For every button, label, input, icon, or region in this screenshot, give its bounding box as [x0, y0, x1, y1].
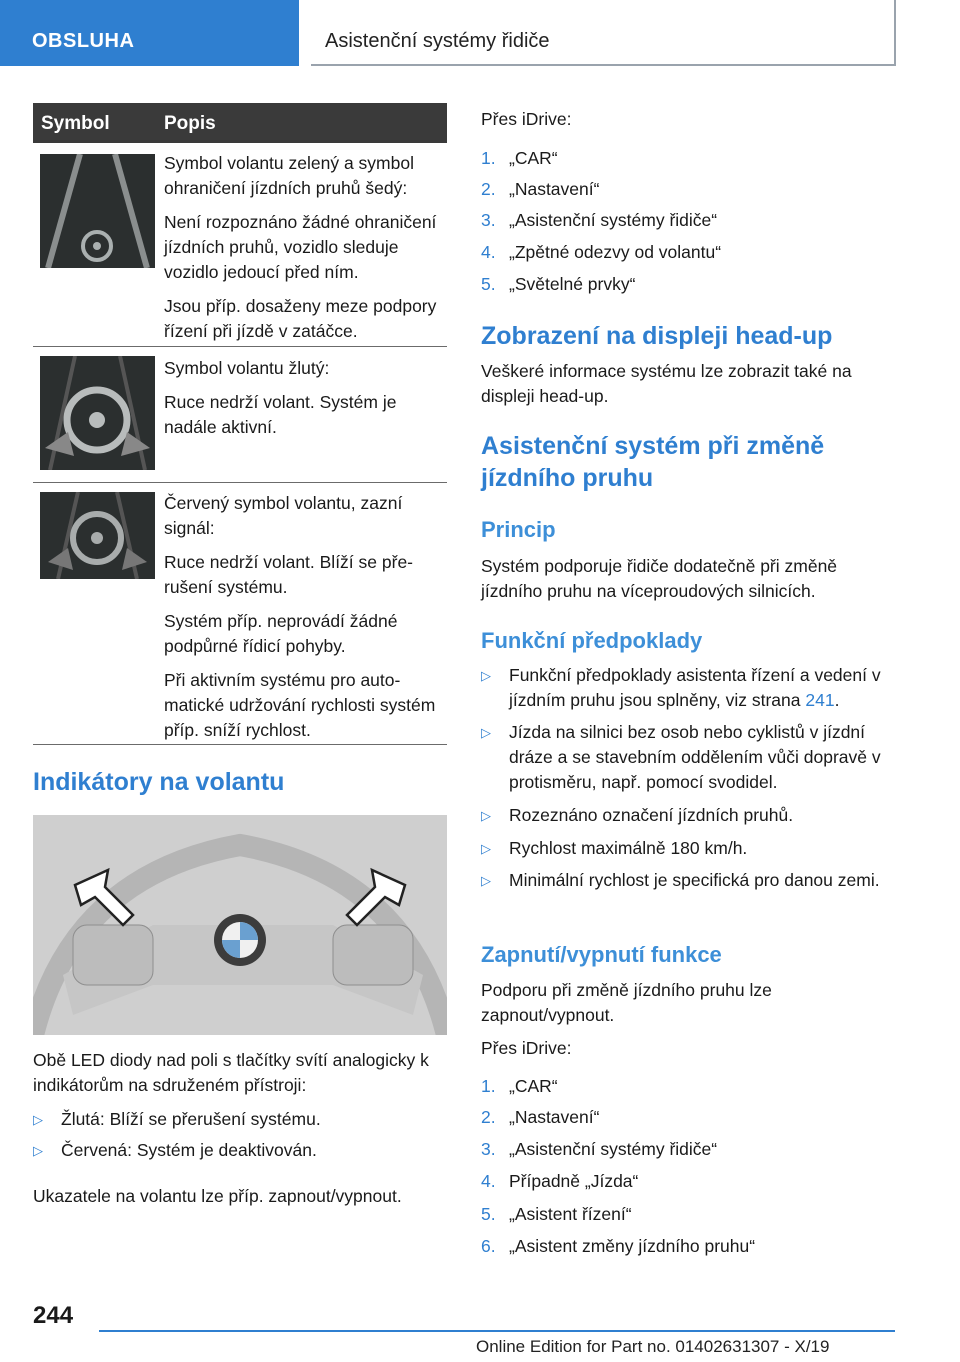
steering-wheel-green-lane-grey-icon — [40, 154, 155, 268]
list-item-text: Červená: Systém je deaktivován. — [61, 1140, 317, 1160]
table-row — [33, 347, 447, 483]
row-description — [164, 151, 447, 353]
list-item — [33, 1107, 453, 1132]
principle-paragraph: Systém podporuje řidiče dodatečně při změně jízdního pruhu na víceproudových silnicích. — [481, 556, 838, 601]
list-item: ▷ Funkční předpoklady asistenta řízení a vedení v jízdním pruhu jsou splněny, viz strana 241. — [481, 665, 881, 710]
table-header-description: Popis — [164, 113, 216, 134]
idrive-intro: Přes iDrive: — [481, 109, 572, 129]
triangle-bullet-icon: ▷ — [481, 841, 491, 856]
steering-wheel-photo-with-arrows — [33, 815, 447, 1035]
row-text: Symbol volantu zelený a symbol ohraničení jízdních pruhů šedý: — [164, 153, 414, 198]
triangle-bullet-icon: ▷ — [481, 725, 491, 740]
list-item-text: Rychlost maximálně 180 km/h. — [509, 838, 748, 858]
section-tab — [0, 0, 299, 66]
page-number: 244 — [33, 1302, 74, 1329]
row-text: Symbol volantu žlutý: — [164, 358, 330, 378]
row-text: Systém příp. neprovádí žádné podpůrné řídicí pohyby. — [164, 611, 398, 656]
row-description — [164, 356, 447, 449]
idrive-intro-2: Přes iDrive: — [481, 1038, 572, 1058]
on-off-paragraph: Podporu při změně jízdního pruhu lze zapnout/vypnout. — [481, 980, 772, 1025]
subheading-principle: Princip — [481, 517, 556, 542]
section-heading-head-up: Zobrazení na displeji head-up — [481, 322, 833, 350]
triangle-bullet-icon: ▷ — [481, 668, 491, 683]
triangle-bullet-icon: ▷ — [33, 1143, 43, 1158]
chapter-header — [311, 0, 896, 66]
list-item-text: Funkční předpoklady asistenta řízení a vedení v jízdním pruhu jsou splněny, viz strana — [509, 665, 881, 710]
row-text: Jsou příp. dosaženy meze podpory řízení při jízdě v zatáčce. — [164, 296, 437, 341]
section-heading-wheel-indicators: Indikátory na volantu — [33, 768, 285, 796]
row-text: Ruce nedrží volant. Blíží se přerušení systému. — [164, 552, 413, 597]
row-text: Červený symbol volantu, zazní signál: — [164, 493, 403, 538]
row-text: Ruce nedrží volant. Systém je nadále aktivní. — [164, 392, 397, 437]
table-row — [33, 483, 447, 745]
subheading-requirements: Funkční předpoklady — [481, 628, 703, 653]
head-up-paragraph: Veškeré informace systému lze zobrazit také na displeji head-up. — [481, 361, 852, 406]
subheading-on-off: Zapnutí/vypnutí funkce — [481, 942, 722, 967]
table-header-symbol: Symbol — [41, 113, 110, 134]
list-item-text: Jízda na silnici bez osob nebo cyklistů v jízdní dráze a se stavebním oddělením vůči dopravě v protisměru, např. pomocí svodidel. — [509, 722, 881, 792]
footer-divider — [99, 1330, 895, 1332]
row-description — [164, 491, 447, 752]
list-item — [481, 720, 901, 795]
footer-edition: Online Edition for Part no. 01402631307 - X/19 — [476, 1337, 830, 1356]
list-item — [33, 1138, 453, 1163]
section-title: OBSLUHA — [32, 30, 135, 52]
section-heading-lane-change: Asistenční systém při změně jízdního pruhu — [481, 432, 825, 492]
table-header — [33, 103, 447, 143]
list-item — [481, 836, 901, 861]
list-item-text: Minimální rychlost je specifická pro danou zemi. — [509, 870, 880, 890]
steering-wheel-yellow-hands-icon — [40, 356, 155, 470]
list-item-text: Žlutá: Blíží se přerušení systému. — [61, 1109, 321, 1129]
triangle-bullet-icon: ▷ — [33, 1112, 43, 1127]
triangle-bullet-icon: ▷ — [481, 873, 491, 888]
table-row — [33, 143, 447, 347]
list-item — [481, 868, 901, 893]
triangle-bullet-icon: ▷ — [481, 808, 491, 823]
page-link[interactable]: 241 — [805, 690, 835, 710]
steering-wheel-red-hands-icon — [40, 492, 155, 579]
wheel-indicators-paragraph: Obě LED diody nad poli s tlačítky svítí analogicky k indikátorům na sdruženém přístroji: — [33, 1050, 429, 1095]
row-text: Při aktivním systému pro automatické udržování rychlosti systém příp. sníží rychlost. — [164, 670, 436, 740]
chapter-title: Asistenční systémy řidiče — [325, 30, 550, 52]
row-text: Není rozpoznáno žádné ohraničení jízdních pruhů, vozidlo sleduje vozidlo jedoucí před ním. — [164, 212, 437, 282]
list-item — [481, 803, 901, 828]
wheel-indicators-note: Ukazatele na volantu lze příp. zapnout/vypnout. — [33, 1186, 402, 1206]
list-item-text: Rozeznáno označení jízdních pruhů. — [509, 805, 794, 825]
